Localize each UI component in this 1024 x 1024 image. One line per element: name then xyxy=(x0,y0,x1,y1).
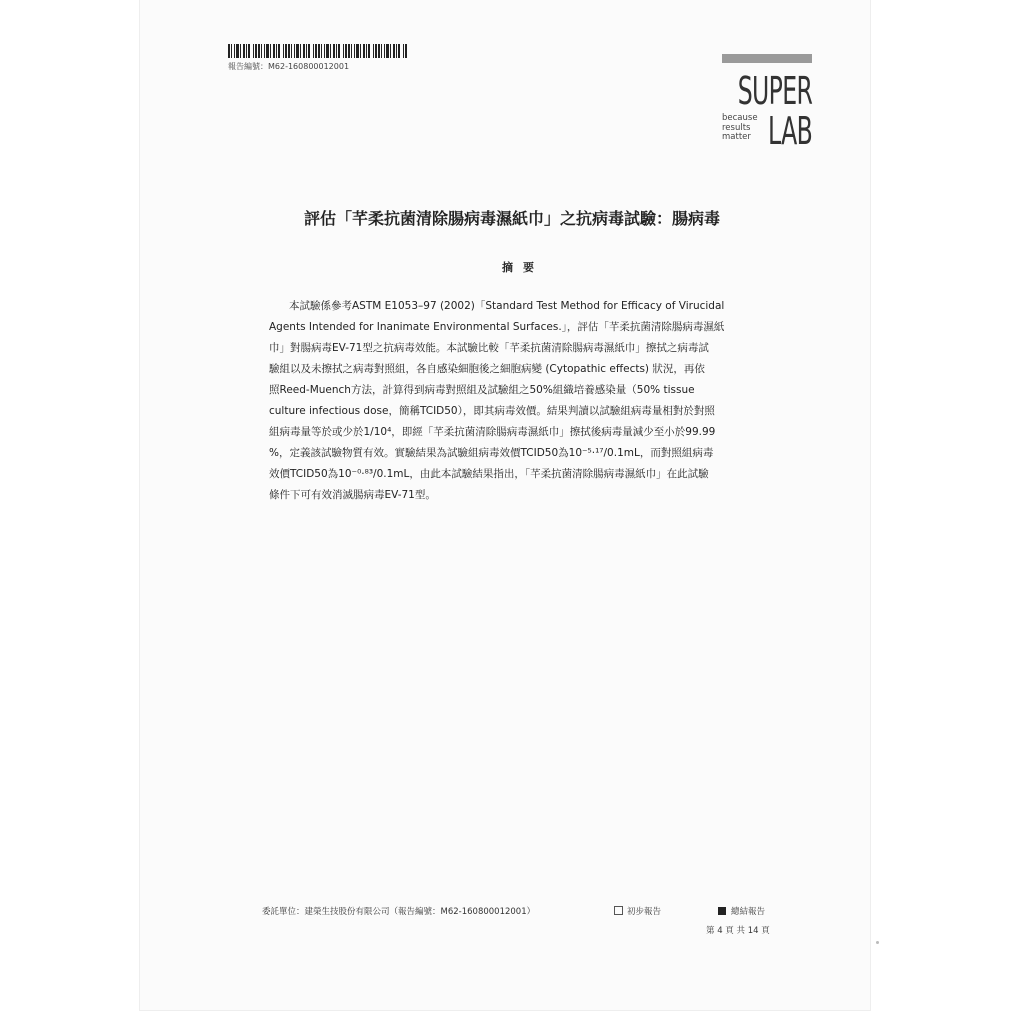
footer-preliminary xyxy=(614,905,661,917)
barcode-bar xyxy=(343,44,344,58)
report-title: 評估「芊柔抗菌清除腸病毒濕紙巾」之抗病毒試驗：腸病毒 xyxy=(303,209,720,228)
abstract-line: 效價TCID50為10⁻⁰·⁸³/0.1mL，由此本試驗結果指出，「芊柔抗菌清除腸病毒濕紙巾」在此試驗 xyxy=(269,468,709,480)
abstract-line: 照Reed-Muench方法，計算得到病毒對照組及試驗組之50%組織培養感染量（50% tissue xyxy=(269,384,695,396)
barcode-bar xyxy=(375,44,377,58)
page-number: 第 4 頁 共 14 頁 xyxy=(706,926,770,936)
barcode-bar xyxy=(308,44,310,58)
scan-speck xyxy=(876,941,879,944)
header-report-number: 報告編號：M62-160800012001 xyxy=(228,62,350,71)
abstract-body xyxy=(269,296,745,506)
barcode-bar xyxy=(303,44,305,58)
abstract-line: culture infectious dose，簡稱TCID50），即其病毒效價。結果判讀以試驗組病毒量相對於對照 xyxy=(269,405,715,417)
barcode-bar xyxy=(253,44,254,58)
barcode-bar xyxy=(354,44,355,58)
logo-tag-line: matter xyxy=(722,132,751,142)
barcode-bar xyxy=(255,44,257,58)
barcode-bar xyxy=(403,44,404,58)
barcode xyxy=(228,44,410,58)
barcode-bar xyxy=(356,44,359,58)
barcode-bar xyxy=(246,44,247,58)
barcode-bar xyxy=(393,44,395,58)
barcode-bar xyxy=(248,44,250,58)
abstract-heading: 摘要 xyxy=(502,261,544,274)
barcode-bar xyxy=(288,44,290,58)
empty-checkbox-icon xyxy=(614,906,623,915)
logo-lab: LAB xyxy=(767,109,812,153)
abstract-line: Agents Intended for Inanimate Environmental Surfaces.」，評估「芊柔抗菌清除腸病毒濕紙 xyxy=(269,321,725,333)
barcode-bar xyxy=(266,44,269,58)
barcode-bar xyxy=(373,44,374,58)
barcode-bar xyxy=(285,44,287,58)
barcode-bar xyxy=(231,44,232,58)
abstract-line: 巾」對腸病毒EV-71型之抗病毒效能。本試驗比較「芊柔抗菌清除腸病毒濕紙巾」擦拭之病毒試 xyxy=(269,342,709,354)
logo-bar xyxy=(722,54,812,63)
barcode-bar xyxy=(390,44,391,58)
barcode-bar xyxy=(321,44,322,58)
logo-tag-line: results xyxy=(722,122,751,133)
barcode-bar xyxy=(336,44,337,58)
barcode-bar xyxy=(315,44,317,58)
barcode-bar xyxy=(360,44,361,58)
barcode-bar xyxy=(386,44,389,58)
barcode-bar xyxy=(258,44,260,58)
barcode-bar xyxy=(363,44,365,58)
barcode-bar xyxy=(276,44,277,58)
barcode-bar xyxy=(384,44,385,58)
barcode-bar xyxy=(278,44,280,58)
barcode-bar xyxy=(273,44,275,58)
barcode-bar xyxy=(228,44,230,58)
barcode-bar xyxy=(283,44,284,58)
abstract-line: 組病毒量等於或少於1/10⁴，即經「芊柔抗菌清除腸病毒濕紙巾」擦拭後病毒量減少至小於99.99 xyxy=(269,426,716,438)
abstract-line: 驗組以及未擦拭之病毒對照組，各自感染細胞後之細胞病變 (Cytopathic effects) 狀況，再依 xyxy=(269,363,705,375)
superlab-logo xyxy=(722,54,814,153)
barcode-bar xyxy=(296,44,299,58)
barcode-bar xyxy=(291,44,292,58)
barcode-bar xyxy=(300,44,301,58)
barcode-bar xyxy=(378,44,380,58)
barcode-bar xyxy=(270,44,271,58)
barcode-bar xyxy=(313,44,314,58)
barcode-bar xyxy=(351,44,352,58)
barcode-bar xyxy=(368,44,370,58)
footer-final xyxy=(718,905,765,917)
footer-client: 委託單位：建榮生技股份有限公司（報告編號：M62-160800012001） xyxy=(262,907,536,917)
abstract-line: %，定義該試驗物質有效。實驗結果為試驗組病毒效價TCID50為10⁻⁵·¹⁷/0.1mL，而對照組病毒 xyxy=(269,447,714,459)
preliminary-label: 初步報告 xyxy=(627,907,662,917)
filled-checkbox-icon xyxy=(718,907,726,915)
barcode-bar xyxy=(345,44,347,58)
barcode-bar xyxy=(398,44,400,58)
logo-tagline xyxy=(722,114,758,143)
barcode-bar xyxy=(261,44,262,58)
barcode-bar xyxy=(348,44,350,58)
final-label: 總結報告 xyxy=(731,907,766,917)
logo-super: SUPER xyxy=(737,69,812,113)
barcode-bar xyxy=(306,44,307,58)
logo-tag-line: because xyxy=(722,113,758,123)
barcode-bar xyxy=(234,44,235,58)
barcode-bar xyxy=(366,44,367,58)
barcode-bar xyxy=(264,44,265,58)
barcode-bar xyxy=(405,44,407,58)
abstract-line: 條件下可有效消滅腸病毒EV-71型。 xyxy=(269,489,436,501)
barcode-bar xyxy=(338,44,340,58)
barcode-bar xyxy=(236,44,239,58)
barcode-bar xyxy=(381,44,382,58)
barcode-bar xyxy=(326,44,329,58)
barcode-bar xyxy=(240,44,241,58)
barcode-bar xyxy=(333,44,335,58)
barcode-bar xyxy=(318,44,320,58)
barcode-bar xyxy=(396,44,397,58)
abstract-line: 本試驗係參考ASTM E1053–97 (2002)「Standard Test Method for Efficacy of Virucidal xyxy=(289,300,725,312)
barcode-bar xyxy=(294,44,295,58)
barcode-bar xyxy=(243,44,245,58)
barcode-bar xyxy=(330,44,331,58)
barcode-bar xyxy=(324,44,325,58)
